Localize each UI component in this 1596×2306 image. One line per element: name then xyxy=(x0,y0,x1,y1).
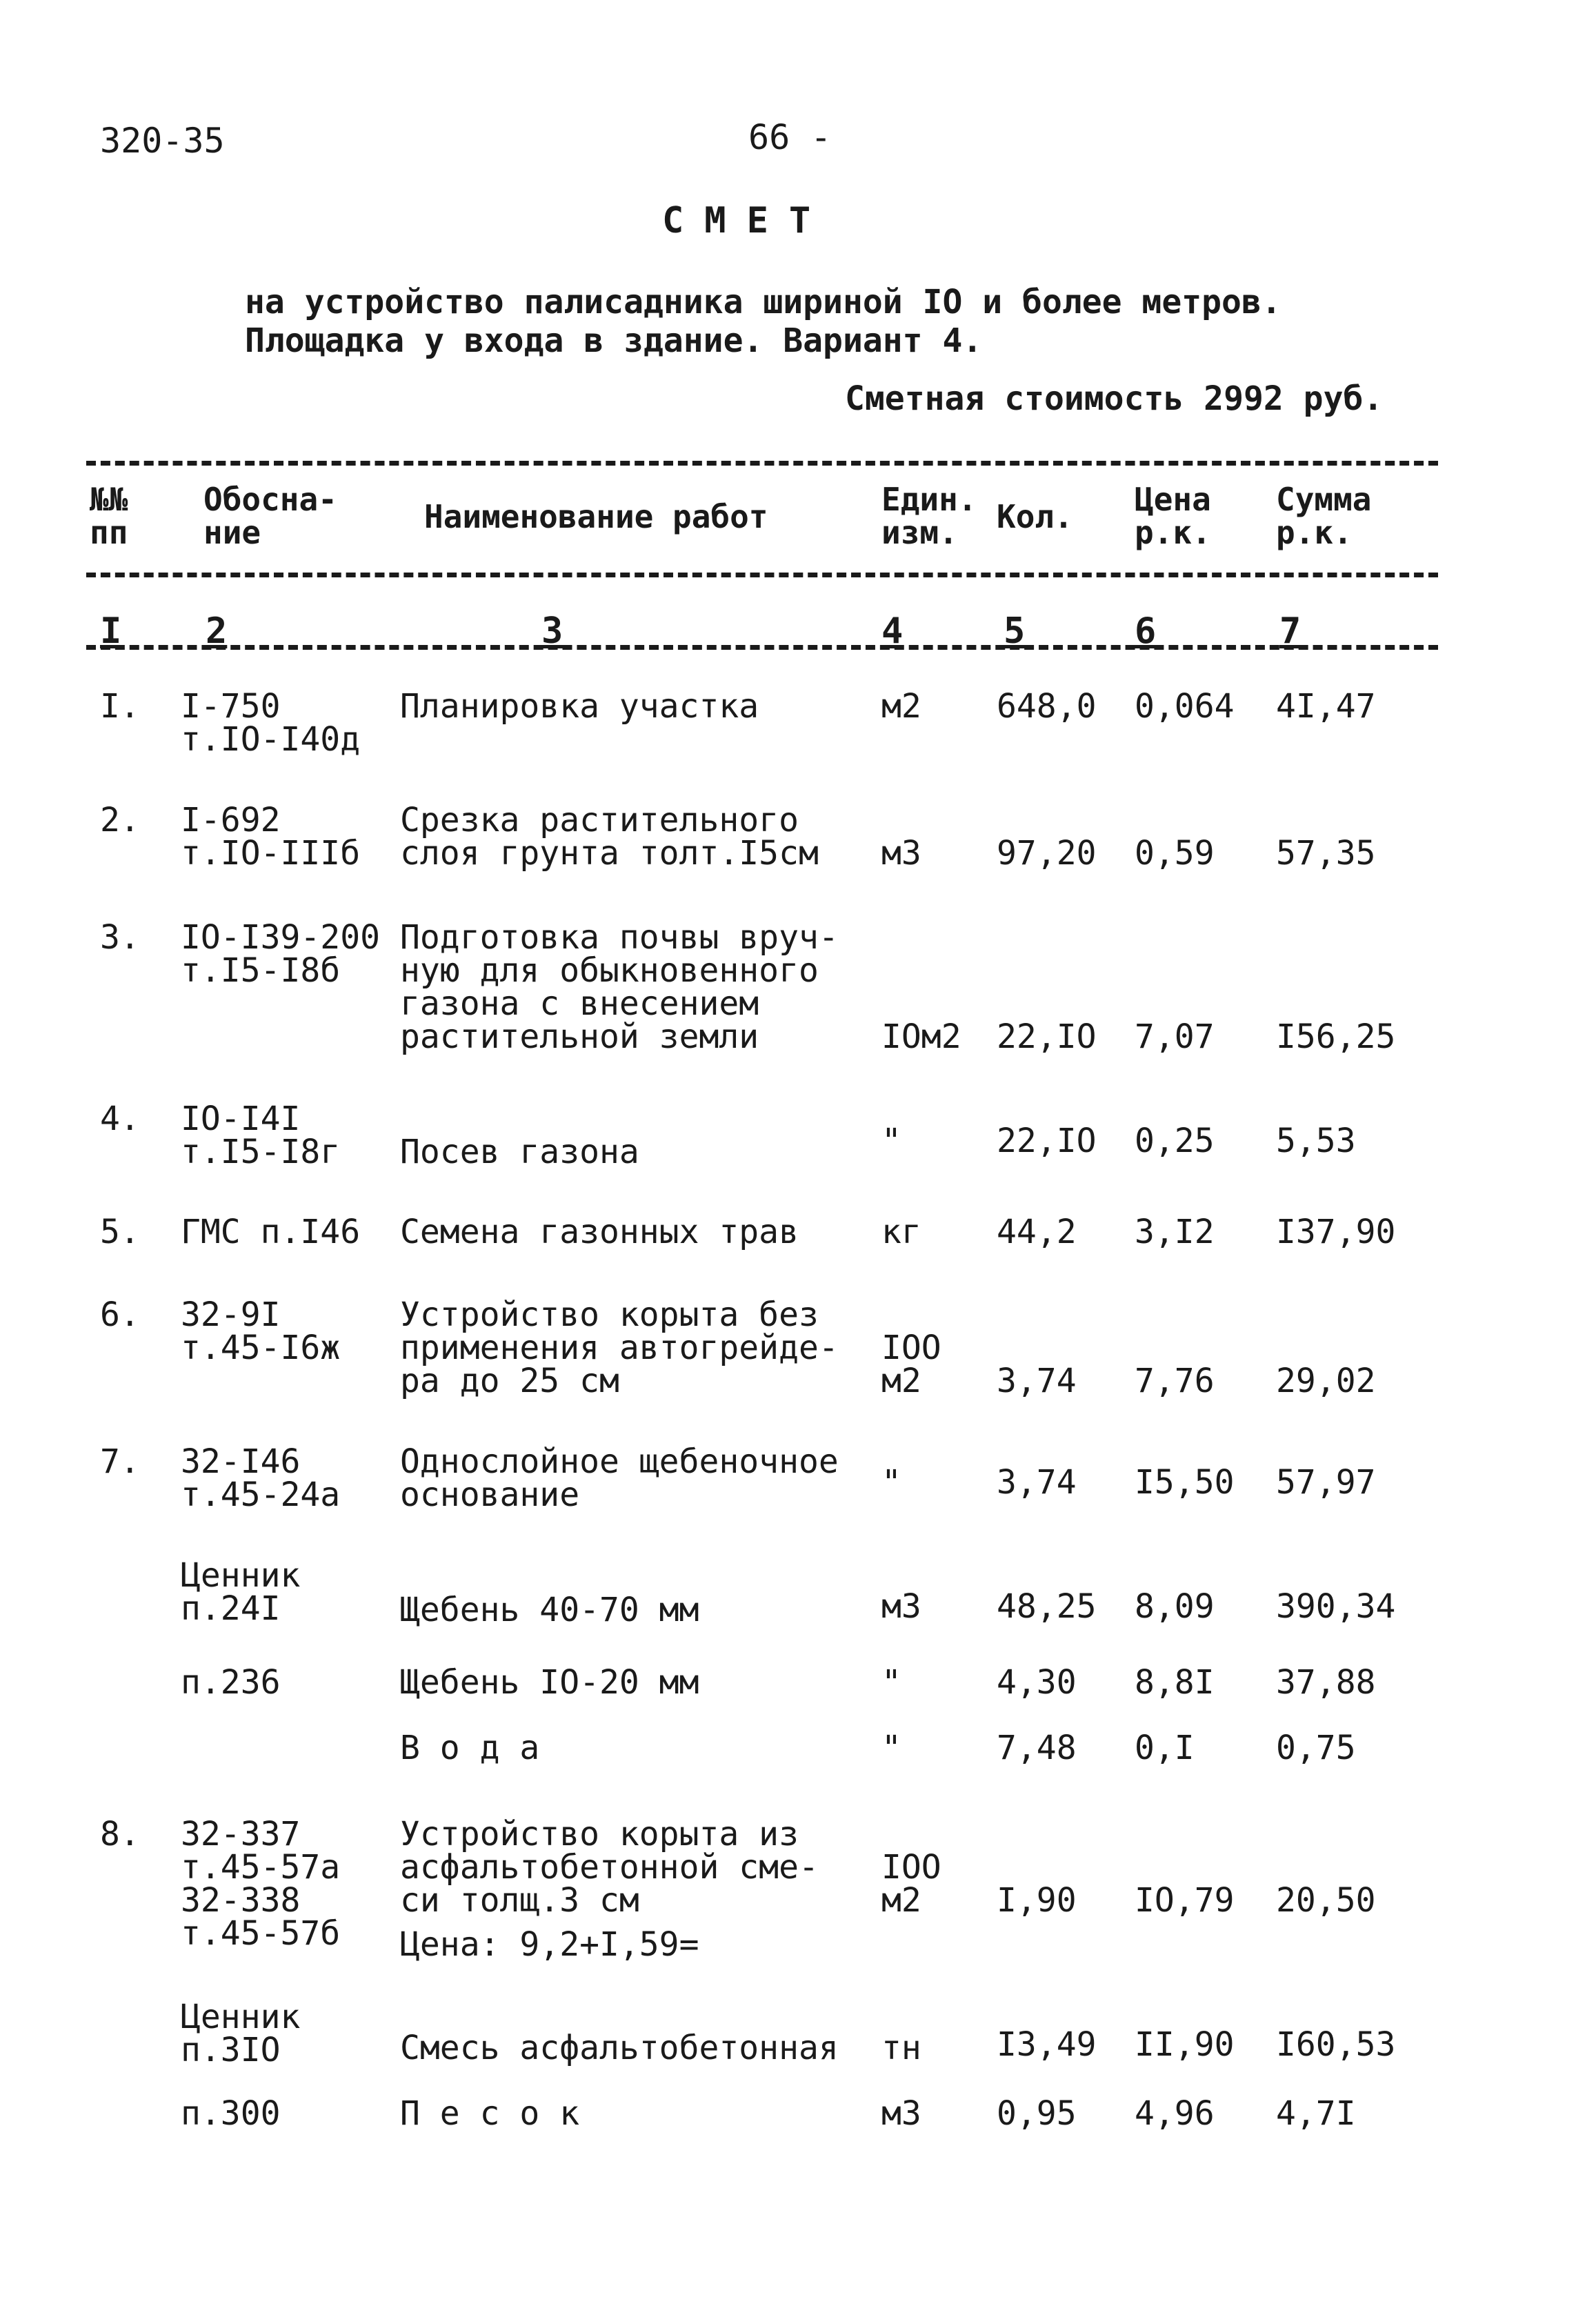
row-unit: " xyxy=(881,1122,901,1160)
col-number-5: 5 xyxy=(1004,610,1026,652)
row-quantity: 97,20 xyxy=(997,834,1097,873)
row-number: I. xyxy=(100,687,140,726)
col-header-basis: Обосна- ние xyxy=(203,481,337,551)
document-code: 320-35 xyxy=(100,121,225,161)
col-number-2: 2 xyxy=(206,610,228,652)
row-sum: I60,53 xyxy=(1276,2025,1396,2064)
row-basis: I-750 т.IO-I40д xyxy=(181,687,361,759)
row-price: IO,79 xyxy=(1135,1881,1235,1920)
row-price: I5,50 xyxy=(1135,1463,1235,1502)
row-price-formula: Цена: 9,2+I,59= xyxy=(400,1925,699,1964)
row-price: 0,I xyxy=(1135,1729,1195,1767)
row-price: 7,07 xyxy=(1135,1017,1215,1056)
row-unit: м3 xyxy=(881,1587,921,1626)
row-quantity: 48,25 xyxy=(997,1587,1097,1626)
row-basis: Ценник п.24I xyxy=(181,1556,301,1628)
row-number: 2. xyxy=(100,801,140,839)
row-sum: 5,53 xyxy=(1276,1122,1356,1160)
col-header-unit: Един. изм. xyxy=(881,481,977,551)
row-quantity: 7,48 xyxy=(997,1729,1077,1767)
row-sum: I37,90 xyxy=(1276,1213,1396,1251)
row-number: 6. xyxy=(100,1295,140,1334)
col-header-name: Наименование работ xyxy=(424,498,768,535)
row-unit: IOм2 xyxy=(881,1017,961,1056)
row-sum: 4,7I xyxy=(1276,2094,1356,2133)
document-subtitle xyxy=(245,283,1281,360)
col-number-3: 3 xyxy=(541,610,563,652)
row-basis: 32-9I т.45-I6ж xyxy=(181,1295,341,1367)
row-sum: 37,88 xyxy=(1276,1663,1376,1702)
row-basis: п.236 xyxy=(181,1663,281,1702)
page-number: 66 - xyxy=(748,117,832,157)
row-work-name: Смесь асфальтобетонная xyxy=(400,2029,839,2067)
row-sum: 29,02 xyxy=(1276,1362,1376,1400)
row-quantity: 648,0 xyxy=(997,687,1097,726)
row-price: 0,59 xyxy=(1135,834,1215,873)
document-title: СМЕТ xyxy=(662,200,832,241)
table-top-rule xyxy=(86,461,1438,466)
row-price: 3,I2 xyxy=(1135,1213,1215,1251)
row-quantity: 0,95 xyxy=(997,2094,1077,2133)
row-work-name: Семена газонных трав xyxy=(400,1213,799,1251)
row-unit: " xyxy=(881,1463,901,1502)
row-sum: 57,35 xyxy=(1276,834,1376,873)
row-unit: кг xyxy=(881,1213,921,1251)
row-sum: 4I,47 xyxy=(1276,687,1376,726)
row-price: 4,96 xyxy=(1135,2094,1215,2133)
row-price: 8,09 xyxy=(1135,1587,1215,1626)
row-unit: тн xyxy=(881,2029,921,2067)
row-quantity: 3,74 xyxy=(997,1463,1077,1502)
row-price: 0,25 xyxy=(1135,1122,1215,1160)
row-basis: п.300 xyxy=(181,2094,281,2133)
row-number: 8. xyxy=(100,1815,140,1853)
row-work-name: Подготовка почвы вруч- ную для обыкновенного газона с внесением растительной земли xyxy=(400,918,839,1056)
row-sum: 57,97 xyxy=(1276,1463,1376,1502)
row-unit: м2 xyxy=(881,687,921,726)
subtitle-line-1: на устройство палисадника шириной IO и более метров. xyxy=(245,283,1281,321)
row-basis: 32-I46 т.45-24а xyxy=(181,1442,341,1514)
col-number-7: 7 xyxy=(1279,610,1301,652)
col-header-price: Цена р.к. xyxy=(1135,481,1211,551)
row-quantity: I3,49 xyxy=(997,2025,1097,2064)
row-work-name: Щебень 40-70 мм xyxy=(400,1591,699,1629)
row-basis: 32-337 т.45-57а 32-338 т.45-57б xyxy=(181,1815,341,1953)
row-work-name: Устройство корыта из асфальтобетонной сме- си толщ.3 см xyxy=(400,1815,819,1920)
row-unit: IOO м2 xyxy=(881,1329,941,1400)
row-quantity: 22,IO xyxy=(997,1017,1097,1056)
row-quantity: 4,30 xyxy=(997,1663,1077,1702)
row-number: 7. xyxy=(100,1442,140,1481)
row-number: 4. xyxy=(100,1100,140,1138)
row-work-name: В о д а xyxy=(400,1729,540,1767)
row-basis: ГМС п.I46 xyxy=(181,1213,361,1251)
row-basis: IO-I4I т.I5-I8г xyxy=(181,1100,341,1171)
row-work-name: П е с о к xyxy=(400,2094,580,2133)
row-unit: " xyxy=(881,1729,901,1767)
row-sum: I56,25 xyxy=(1276,1017,1396,1056)
row-basis: Ценник п.3IO xyxy=(181,1998,301,2069)
col-header-sum: Сумма р.к. xyxy=(1276,481,1372,551)
row-unit: м3 xyxy=(881,834,921,873)
row-unit: " xyxy=(881,1663,901,1702)
row-work-name: Посев газона xyxy=(400,1133,639,1171)
row-work-name: Однослойное щебеночное основание xyxy=(400,1442,839,1514)
row-basis: IO-I39-200 т.I5-I8б xyxy=(181,918,380,990)
row-price: 7,76 xyxy=(1135,1362,1215,1400)
row-work-name: Щебень IO-20 мм xyxy=(400,1663,699,1702)
subtitle-line-2: Площадка у входа в здание. Вариант 4. xyxy=(245,321,983,360)
column-number-rule xyxy=(86,645,1438,650)
col-number-1: I xyxy=(100,610,122,652)
row-quantity: 44,2 xyxy=(997,1213,1077,1251)
row-unit: м3 xyxy=(881,2094,921,2133)
row-work-name: Устройство корыта без применения автогрейде- ра до 25 см xyxy=(400,1295,839,1400)
row-sum: 0,75 xyxy=(1276,1729,1356,1767)
col-number-6: 6 xyxy=(1135,610,1157,652)
row-price: II,90 xyxy=(1135,2025,1235,2064)
row-quantity: I,90 xyxy=(997,1881,1077,1920)
row-number: 5. xyxy=(100,1213,140,1251)
row-price: 8,8I xyxy=(1135,1663,1215,1702)
row-unit: IOO м2 xyxy=(881,1848,941,1920)
table-header-rule xyxy=(86,573,1438,577)
col-header-num: №№ пп xyxy=(90,481,128,551)
row-sum: 390,34 xyxy=(1276,1587,1396,1626)
estimated-cost: Сметная стоимость 2992 руб. xyxy=(845,379,1384,418)
row-work-name: Срезка растительного слоя грунта толт.I5см xyxy=(400,801,819,873)
row-quantity: 3,74 xyxy=(997,1362,1077,1400)
row-number: 3. xyxy=(100,918,140,957)
col-header-qty: Кол. xyxy=(997,498,1073,535)
row-basis: I-692 т.IO-IIIб xyxy=(181,801,361,873)
row-sum: 20,50 xyxy=(1276,1881,1376,1920)
row-work-name: Планировка участка xyxy=(400,687,759,726)
row-price: 0,064 xyxy=(1135,687,1235,726)
row-quantity: 22,IO xyxy=(997,1122,1097,1160)
col-number-4: 4 xyxy=(881,610,904,652)
